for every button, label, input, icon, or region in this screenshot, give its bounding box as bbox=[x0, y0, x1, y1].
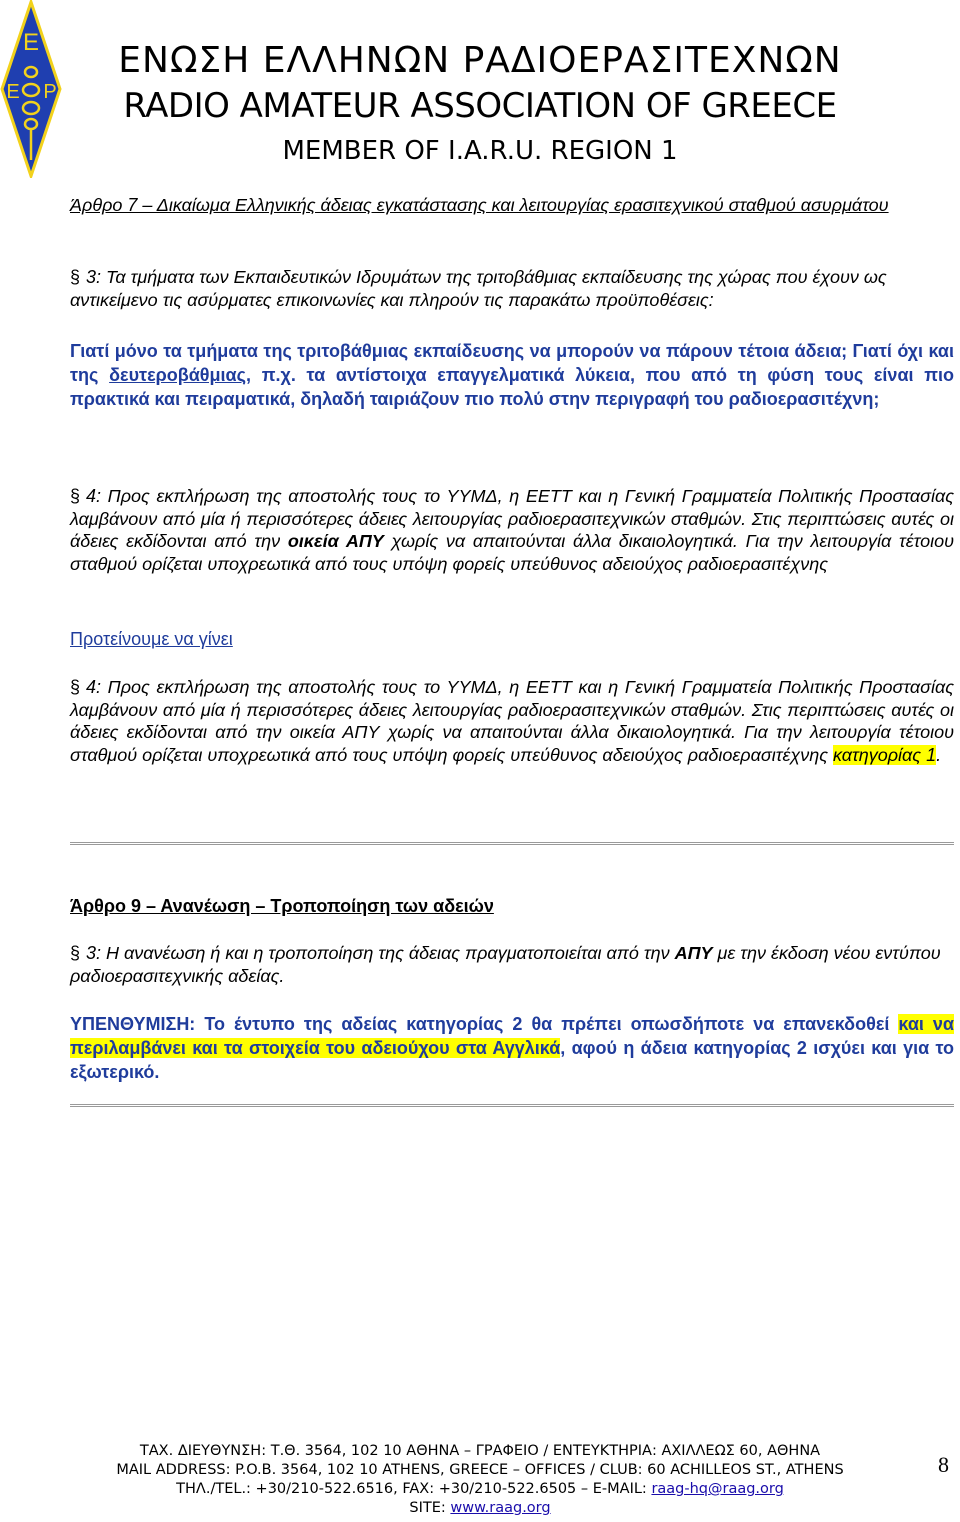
footer-site-link[interactable]: www.raag.org bbox=[450, 1500, 551, 1516]
logo-letter-left: Ε bbox=[6, 81, 20, 103]
footer-site bbox=[0, 1499, 960, 1518]
association-name-greek: ΕΝΩΣΗ ΕΛΛΗΝΩΝ ΡΑΔΙΟΕΡΑΣΙΤΕΧΝΩΝ bbox=[118, 40, 842, 81]
footer-address-greek: ΤΑΧ. ΔΙΕΥΘΥΝΣΗ: Τ.Θ. 3564, 102 10 ΑΘΗΝΑ – ΓΡΑΦΕΙΟ / ΕΝΤΕΥΚΤΗΡΙΑ: ΑΧΙΛΛΕΩΣ 60, ΑΘΗΝΑ bbox=[139, 1443, 821, 1459]
section-sign: § bbox=[70, 267, 81, 287]
article-7-paragraph-4 bbox=[70, 485, 954, 575]
footer-address-english: MAIL ADDRESS: P.O.B. 3564, 102 10 ATHENS, GREECE – OFFICES / CLUB: 60 ACHILLEOS ST., ATHENS bbox=[116, 1462, 844, 1478]
logo-letter-top: Ε bbox=[22, 29, 40, 56]
proposal-heading: Προτείνουμε να γίνει bbox=[70, 629, 233, 649]
article-7-paragraph-4-proposed bbox=[70, 676, 954, 766]
proposed-text: 4: Προς εκπλήρωση της αποστολής τους το ΥΥΜΔ, η ΕΕΤΤ και η Γενική Γραμματεία Πολιτικής Προστασίας λαμβάνουν από μία ή περισσότερες άδειες λειτουργίας ραδιοερασιτεχνικών σταθμών. Στις περιπτώσεις αυτές οι άδειες εκδίδονται από την οικεία ΑΠΥ χωρίς να απαιτούνται άλλα δικαιολογητικά. Για την λειτουργία τέτοιου σταθμού ορίζεται υποχρεωτικά από τους υπόψη φορείς υπεύθυνος αδειούχος ραδιοερασιτέχνης bbox=[70, 677, 954, 765]
iaru-membership: MEMBER OF I.A.R.U. REGION 1 bbox=[282, 136, 678, 166]
logo-letter-right: Ρ bbox=[43, 81, 57, 103]
article-7-paragraph-3 bbox=[70, 266, 954, 311]
comment-question bbox=[70, 339, 954, 411]
article-9-paragraph-3-part-2: με την έκδοση νέου εντύπου ραδιοερασιτεχνικής αδείας. bbox=[70, 943, 941, 986]
article-7-paragraph-3-text: 3: Τα τμήματα των Εκπαιδευτικών Ιδρυμάτων της τριτοβάθμιας εκπαίδευσης της χώρας που έχουν ως αντικείμενο τις ασύρματες επικοινωνίες και πληρούν τις παρακάτω προϋποθέσεις: bbox=[70, 267, 887, 310]
reminder-part-2: , αφού η άδεια κατηγορίας 2 ισχύει και για το εξωτερικό. bbox=[70, 1038, 954, 1082]
proposed-highlight: κατηγορίας 1 bbox=[832, 744, 937, 765]
article-7-title: Άρθρο 7 – Δικαίωμα Ελληνικής άδειας εγκατάστασης και λειτουργίας ερασιτεχνικού σταθμού ασυρμάτου bbox=[70, 195, 889, 215]
article-9-paragraph-3-bold: ΑΠΥ bbox=[674, 943, 713, 963]
page-number: 8 bbox=[938, 1452, 949, 1477]
reminder-highlight: και να περιλαμβάνει και τα στοιχεία του αδειούχου στα Αγγλικά bbox=[70, 1014, 954, 1058]
separator-line bbox=[70, 1104, 954, 1107]
reminder-part-1: ΥΠΕΝΘΥΜΙΣΗ: Το έντυπο της αδείας κατηγορίας 2 θα πρέπει οπωσδήποτε να επανεκδοθεί bbox=[70, 1014, 899, 1034]
comment-question-underlined: δευτεροβάθμιας bbox=[109, 365, 246, 385]
section-sign: § bbox=[70, 486, 81, 506]
proposed-end: . bbox=[936, 744, 942, 765]
footer-phone-fax: ΤΗΛ./TEL.: +30/210-522.6516, FAX: +30/210-522.6505 – E-MAIL: bbox=[176, 1481, 652, 1497]
article-7-paragraph-4-part-1: 4: Προς εκπλήρωση της αποστολής τους το ΥΥΜΔ, η ΕΕΤΤ και η Γενική Γραμματεία Πολιτικής Προστασίας λαμβάνουν από μία ή περισσότερες άδειες λειτουργίας ραδιοερασιτεχνικών σταθμών. Στις περιπτώσεις αυτές οι άδειες εκδίδονται από την bbox=[70, 486, 954, 551]
section-sign: § bbox=[70, 677, 81, 697]
footer-email-link[interactable]: raag-hq@raag.org bbox=[651, 1481, 784, 1497]
comment-question-part-1: Γιατί μόνο τα τμήματα της τριτοβάθμιας εκπαίδευσης να μπορούν να πάρουν τέτοια άδεια; Γιατί όχι και της bbox=[70, 341, 954, 385]
article-9-title: Άρθρο 9 – Ανανέωση – Τροποποίηση των αδειών bbox=[70, 896, 494, 916]
association-name-english: RADIO AMATEUR ASSOCIATION OF GREECE bbox=[123, 86, 837, 126]
separator-line bbox=[70, 842, 954, 845]
article-7-paragraph-4-part-2: χωρίς να απαιτούνται άλλα δικαιολογητικά. Για την λειτουργία τέτοιου σταθμού ορίζεται υποχρεωτικά από τους υπόψη φορείς υπεύθυνος αδειούχος ραδιοερασιτέχνης bbox=[70, 531, 954, 574]
reminder-note bbox=[70, 1012, 954, 1084]
section-sign: § bbox=[70, 943, 81, 963]
article-9-paragraph-3-part-1: 3: Η ανανέωση ή και η τροποποίηση της άδειας πραγματοποιείται από την bbox=[86, 943, 675, 963]
comment-question-part-2: , π.χ. τα αντίστοιχα επαγγελματικά λύκεια, που από τη φύση τους είναι πιο πρακτικά και πειραματικά, δηλαδή ταιριάζουν πιο πολύ στην περιγραφή του ραδιοερασιτέχνη; bbox=[70, 365, 954, 409]
footer-site-label: SITE: bbox=[409, 1500, 451, 1516]
footer bbox=[0, 1442, 960, 1518]
article-7-paragraph-4-bold: οικεία ΑΠΥ bbox=[287, 531, 384, 551]
article-9-paragraph-3 bbox=[70, 942, 954, 987]
footer-contact bbox=[0, 1480, 960, 1499]
